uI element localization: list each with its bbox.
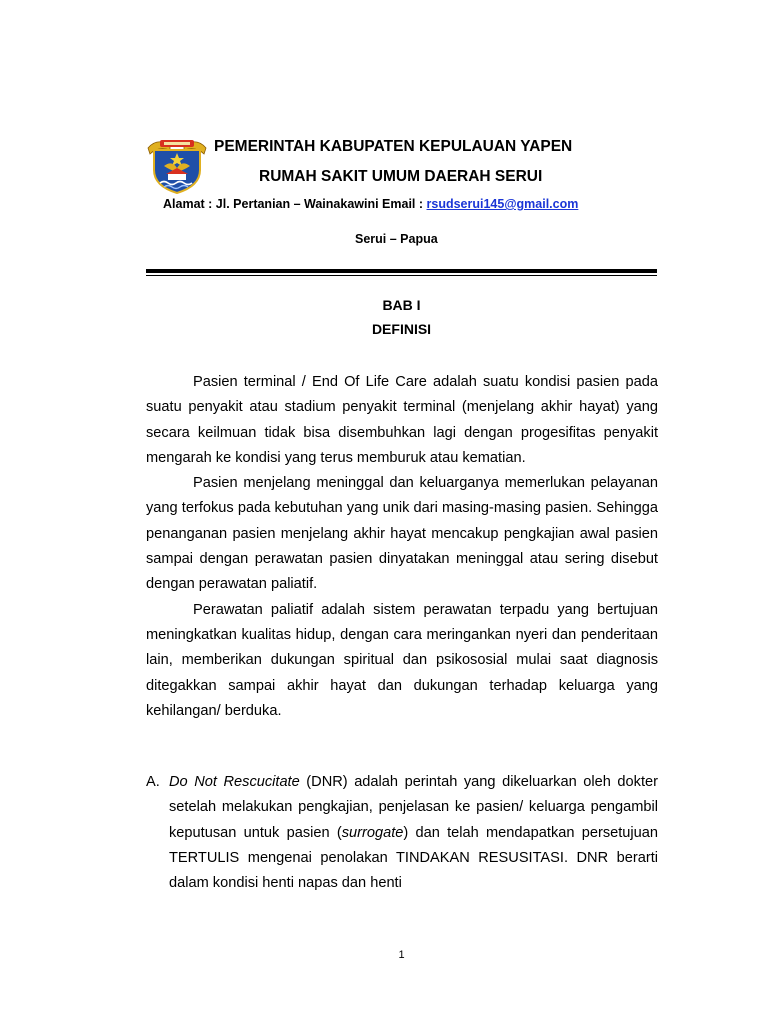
header-address xyxy=(163,197,578,211)
email-link[interactable]: rsudserui145@gmail.com xyxy=(426,197,579,211)
list-item-a xyxy=(146,770,658,896)
chapter-number: BAB I xyxy=(382,297,421,313)
surrogate-term: surrogate xyxy=(341,824,404,841)
header-government-name: PEMERINTAH KABUPATEN KEPULAUAN YAPEN xyxy=(214,138,573,155)
paragraph-2: Pasien menjelang meninggal dan keluarganya memerlukan pelayanan yang terfokus pada kebutuhan yang unik dari masing-masing pasien. Sehingga penanganan pasien menjelang akhir hayat mencakup pengkajian awal pasien sampai dengan perawatan pasien dinyatakan meninggal atau sering disebut dengan perawatan paliatif. xyxy=(146,475,658,593)
header-divider-thin xyxy=(146,275,657,276)
regency-crest-icon xyxy=(146,136,208,194)
header-location: Serui – Papua xyxy=(355,232,438,246)
paragraph-3: Perawatan paliatif adalah sistem perawatan terpadu yang bertujuan meningkatkan kualitas hidup, dengan cara meringankan nyeri dan penderitaan lain, memberikan dukungan spiritual dan psikososial mulai saat diagnosis ditegakkan sampai akhir hayat dan dukungan terhadap keluarga yang kehilangan/ berduka. xyxy=(146,601,658,719)
header-hospital-name: RUMAH SAKIT UMUM DAERAH SERUI xyxy=(259,168,543,185)
list-item-content xyxy=(169,770,658,896)
dnr-term: Do Not Rescucitate xyxy=(169,774,300,790)
body-paragraphs xyxy=(146,370,658,724)
paragraph-1: Pasien terminal / End Of Life Care adalah suatu kondisi pasien pada suatu penyakit atau stadium penyakit terminal (menjelang akhir hayat) yang secara keilmuan tidak bisa disembuhkan lagi dengan progesifitas penyakit mengarah ke kondisi yang terus memburuk atau kematian. xyxy=(146,374,658,466)
address-text: Alamat : Jl. Pertanian – Wainakawini Email : xyxy=(163,197,427,211)
page-number: 1 xyxy=(398,949,405,961)
chapter-title: DEFINISI xyxy=(371,321,432,337)
dnr-text-part1: (DNR) adalah perintah yang dikeluarkan oleh dokter setelah melakukan pengkajian, penjelasan ke pasien/ keluarga pengambil keputusan untuk pasien ( xyxy=(169,774,658,841)
header-divider-thick xyxy=(146,269,657,273)
dnr-text-part2: ) dan telah mendapatkan persetujuan TERTULIS mengenai penolakan TINDAKAN RESUSITASI. DNR berarti dalam kondisi henti napas dan henti xyxy=(169,824,659,892)
list-marker: A. xyxy=(146,774,160,790)
